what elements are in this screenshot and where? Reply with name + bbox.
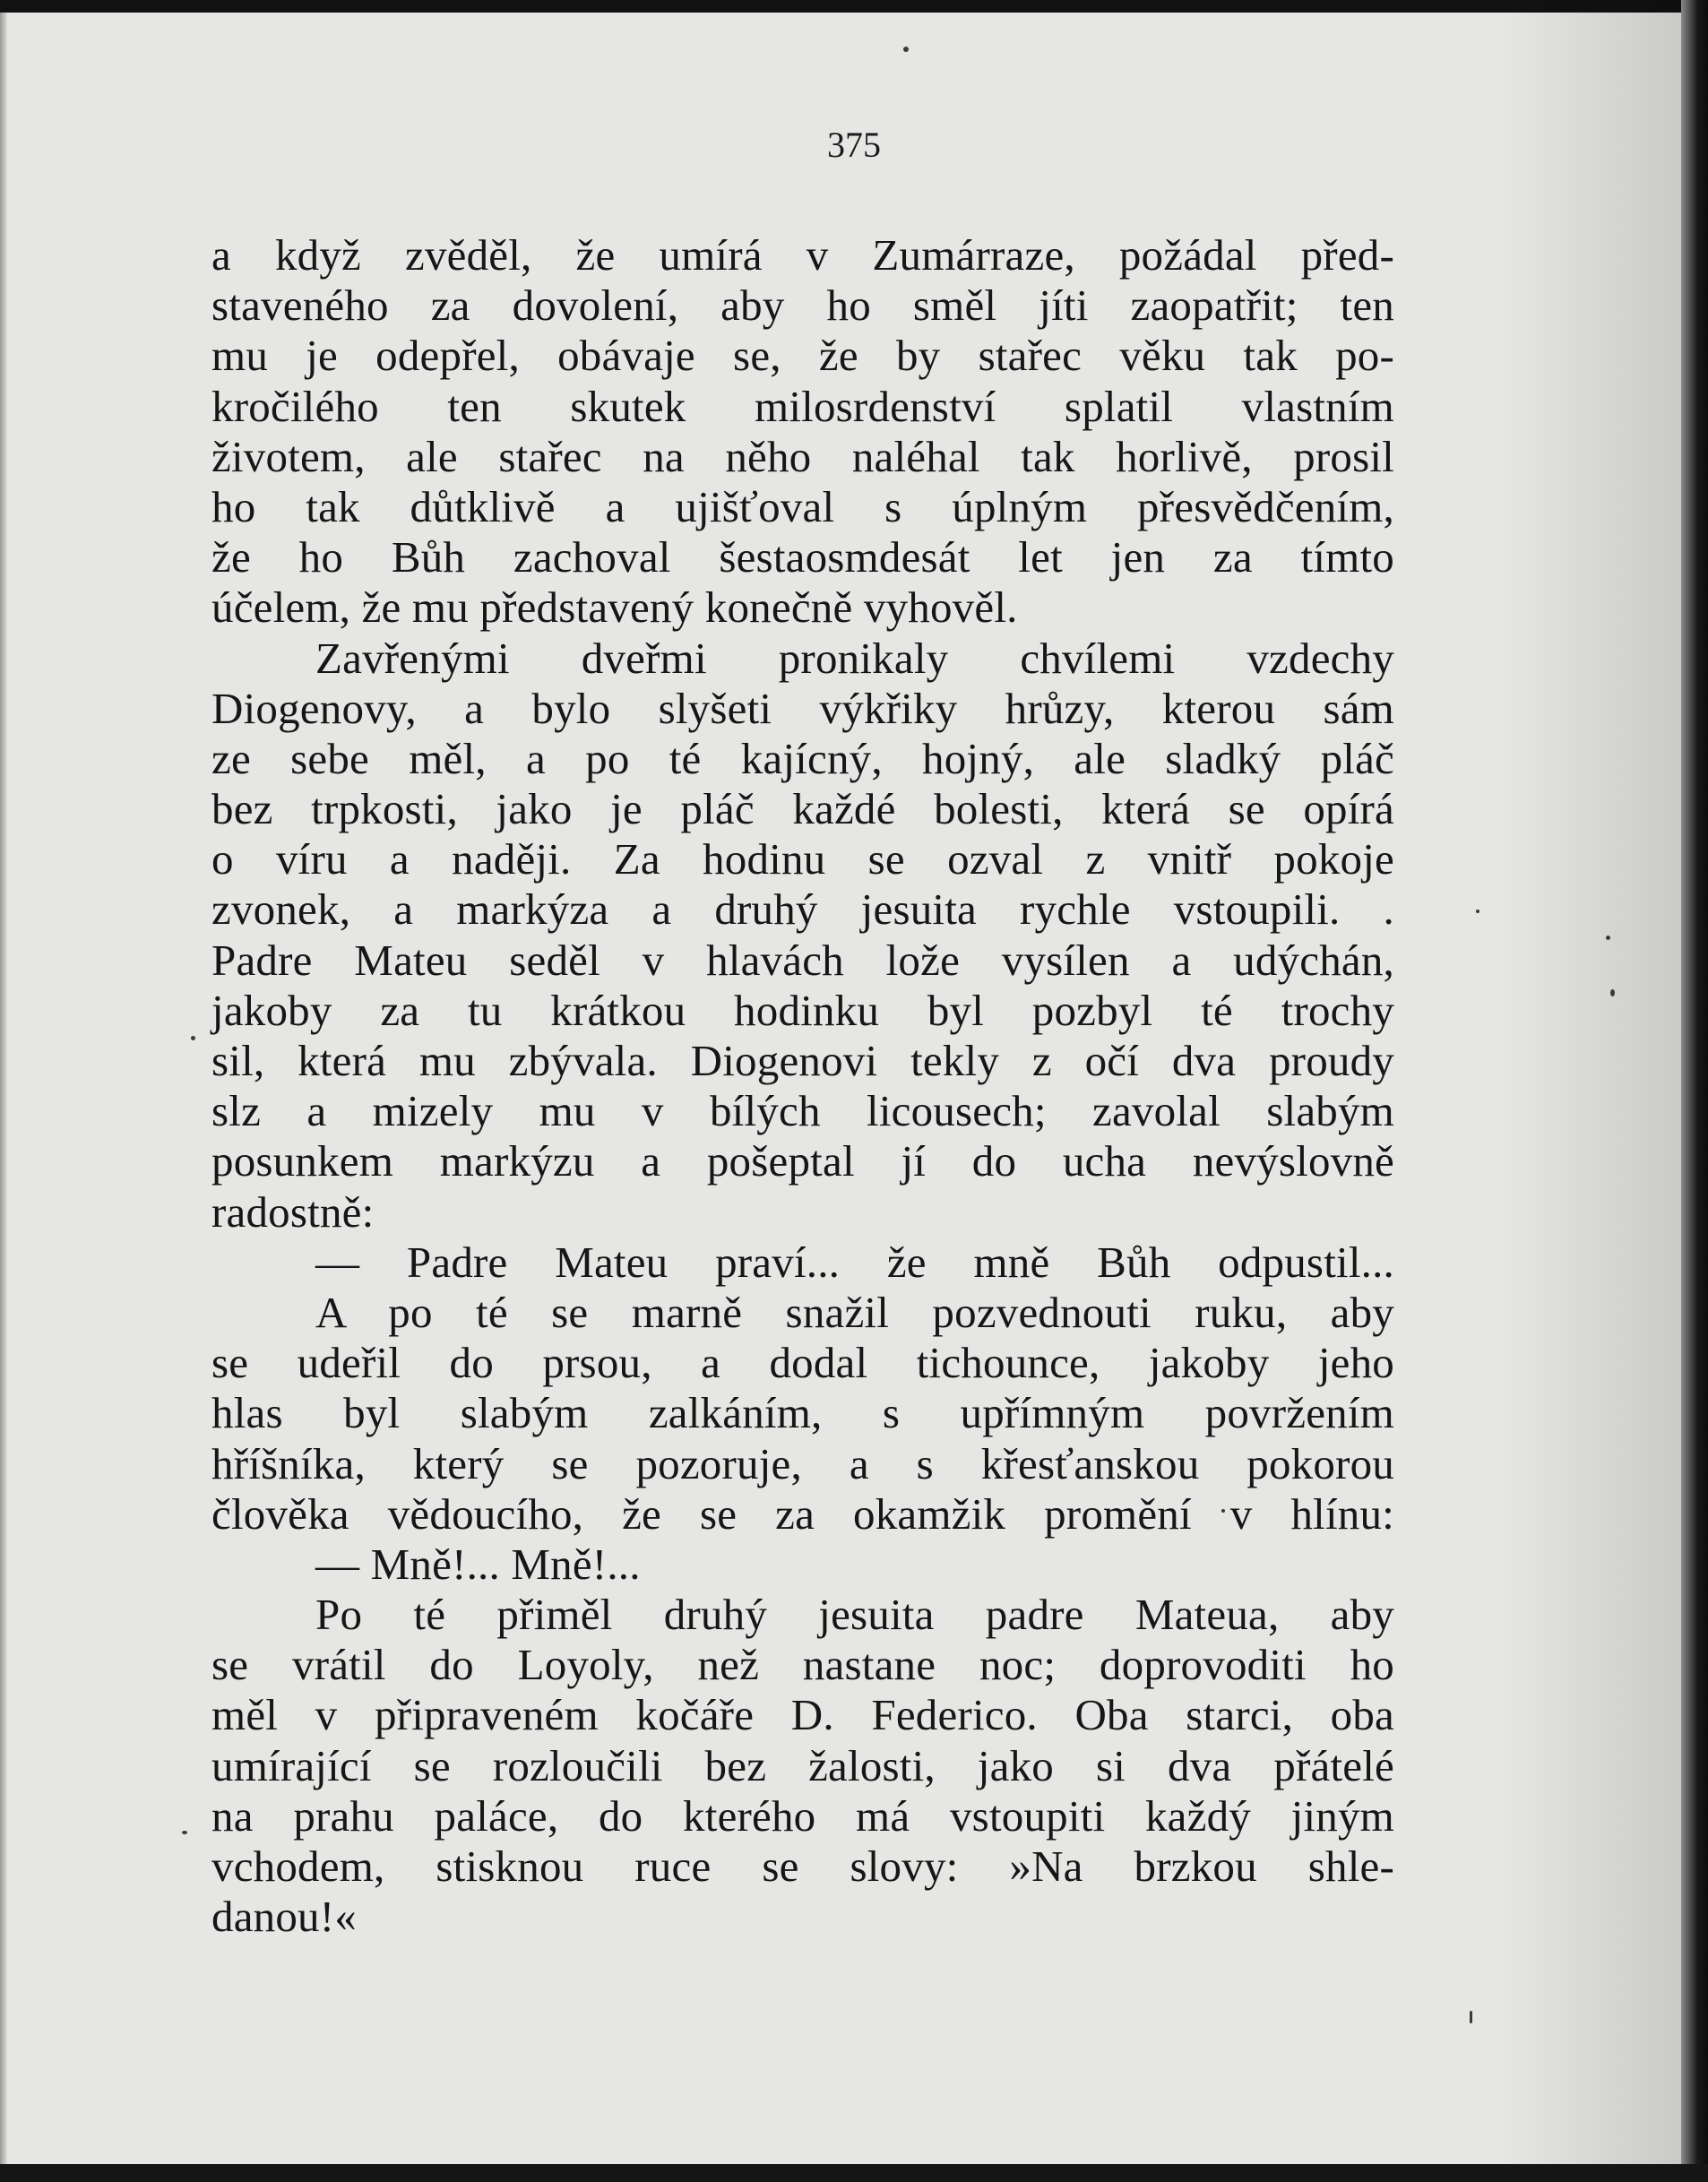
text-line: kročilého ten skutek milosrdenství splatil vlastním (211, 381, 1394, 431)
text-line: člověka vědoucího, že se za okamžik promění v hlínu: (211, 1488, 1394, 1539)
page-right-edge (1681, 0, 1708, 2182)
text-line: — Padre Mateu praví... že mně Bůh odpustil... (315, 1237, 1394, 1287)
body-text (211, 230, 1394, 1942)
text-line: bez trpkosti, jako je pláč každé bolesti, která se opírá (211, 784, 1394, 834)
page-number: 375 (827, 125, 881, 165)
text-line: ze sebe měl, a po té kajícný, hojný, ale sladký pláč (211, 733, 1394, 783)
text-line: danou!« (211, 1892, 357, 1942)
text-line: o víru a naději. Za hodinu se ozval z vnitř pokoje (211, 834, 1394, 884)
text-line: A po té se marně snažil pozvednouti ruku, aby (315, 1287, 1394, 1337)
dust-speck (191, 1036, 195, 1040)
text-line: hříšníka, který se pozoruje, a s křesťanskou pokorou (211, 1438, 1394, 1488)
page-left-edge (0, 0, 7, 2182)
text-line: Zavřenými dveřmi pronikaly chvílemi vzdechy (315, 633, 1394, 683)
text-line: jakoby za tu krátkou hodinku byl pozbyl té trochy (211, 985, 1394, 1035)
dust-speck (1610, 989, 1615, 996)
text-line: účelem, že mu představený konečně vyhověl. (211, 582, 1018, 633)
text-line: radostně: (211, 1186, 375, 1237)
text-line: se vrátil do Loyoly, než nastane noc; doprovoditi ho (211, 1640, 1394, 1690)
text-line: že ho Bůh zachoval šestaosmdesát let jen za tímto (211, 532, 1394, 582)
text-line: a když zvěděl, že umírá v Zumárraze, požádal před- (211, 230, 1394, 280)
text-line: posunkem markýzu a pošeptal jí do ucha nevýslovně (211, 1136, 1394, 1186)
text-line: měl v připraveném kočáře D. Federico. Oba starci, oba (211, 1690, 1394, 1740)
text-line: umírající se rozloučili bez žalosti, jako si dva přátelé (211, 1740, 1394, 1790)
page-top-edge (0, 0, 1708, 13)
text-line: sil, která mu zbývala. Diogenovi tekly z očí dva proudy (211, 1036, 1394, 1085)
text-line: slz a mizely mu v bílých licousech; zavolal slabým (211, 1086, 1394, 1136)
text-line: staveného za dovolení, aby ho směl jíti zaopatřit; ten (211, 280, 1394, 331)
text-line: — Mně!... Mně!... (315, 1539, 641, 1589)
text-line: hlas byl slabým zalkáním, s upřímným povržením (211, 1388, 1394, 1438)
text-line: životem, ale stařec na něho naléhal tak horlivě, prosil (211, 431, 1394, 481)
text-line: Diogenovy, a bylo slyšeti výkřiky hrůzy, kterou sám (211, 683, 1394, 733)
page-bottom-edge (0, 2164, 1708, 2182)
dust-speck (1470, 2011, 1472, 2023)
text-line: vchodem, stisknou ruce se slovy: »Na brzkou shle- (211, 1841, 1394, 1891)
page-gutter-shadow (1502, 0, 1681, 2182)
text-line: se udeřil do prsou, a dodal tichounce, jakoby jeho (211, 1338, 1394, 1388)
text-line: mu je odepřel, obávaje se, že by stařec věku tak po- (211, 331, 1394, 381)
text-line: Po té přiměl druhý jesuita padre Mateua, aby (315, 1590, 1394, 1640)
text-line: na prahu paláce, do kterého má vstoupiti každý jiným (211, 1790, 1394, 1841)
text-line: zvonek, a markýza a druhý jesuita rychle vstoupili. . (211, 884, 1394, 935)
dust-speck (903, 47, 909, 52)
text-line: ho tak důtklivě a ujišťoval s úplným přesvědčením, (211, 481, 1394, 531)
dust-speck (182, 1831, 187, 1834)
text-line: Padre Mateu seděl v hlavách lože vysílen a udýchán, (211, 935, 1394, 985)
dust-speck (1606, 936, 1610, 940)
dust-speck (1476, 910, 1479, 913)
